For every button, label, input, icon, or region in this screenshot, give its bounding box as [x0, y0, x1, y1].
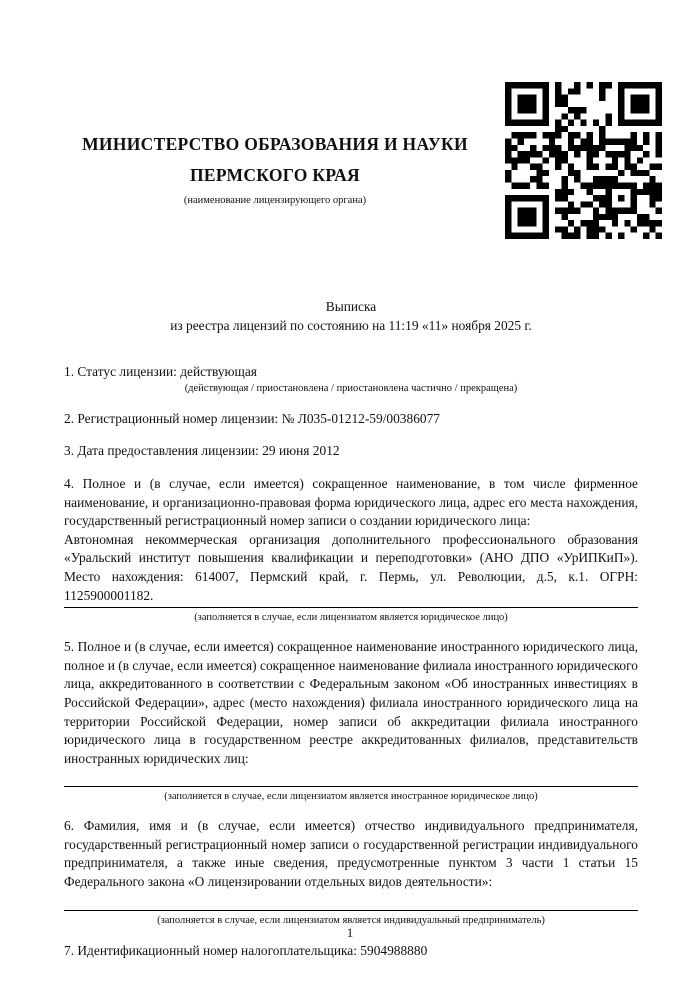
- entrepreneur-question: 6. Фамилия, имя и (в случае, если имеется) отчество индивидуального предпринимателя, государственный регистрационный номер записи о государственной регистрации индивидуального предпринимателя, а также иные сведения, предусмотренные пунктом 3 части 1 статьи 15 Федерального закона «О лицензировании отдельных видов деятельности»:: [64, 818, 638, 890]
- item-taxpayer-id: 7. Идентификационный номер налогоплательщика: 5904988880: [64, 942, 428, 958]
- field-underline: [64, 786, 638, 787]
- foreign-entity-blank-answer: [64, 768, 638, 784]
- legal-entity-note: (заполняется в случае, если лицензиатом является юридическое лицо): [194, 612, 508, 624]
- title-line2: из реестра лицензий по состоянию на 11:19 «11» ноября 2025 г.: [170, 317, 532, 333]
- entrepreneur-note: (заполняется в случае, если лицензиатом является индивидуальный предприниматель): [157, 914, 545, 926]
- foreign-entity-note: (заполняется в случае, если лицензиатом является иностранное юридическое лицо): [164, 791, 538, 803]
- legal-entity-answer: Автономная некоммерческая организация дополнительного профессионального образования «Уральский институт повышения квалификации и переподготовки» (АНО ДПО «УрИПКиП»). Место нахождения: 614007, Пермский край, г. Пермь, ул. Революции, д.5, к.1. ОГРН: 1125900001182.: [64, 531, 638, 603]
- field-underline: [64, 910, 638, 911]
- legal-entity-question: 4. Полное и (в случае, если имеется) сокращенное наименование, в том числе фирменное наименование, и организационно-правовая форма юридического лица, адрес его места нахождения, государственный регистрационный номер записи о создании юридического лица:: [64, 475, 638, 529]
- authority-caption: (наименование лицензирующего органа): [183, 195, 367, 206]
- item-registration-number: 2. Регистрационный номер лицензии: № Л035-01212-59/00386077: [64, 410, 440, 426]
- field-underline: [64, 607, 638, 608]
- authority-name-line1: МИНИСТЕРСТВО ОБРАЗОВАНИЯ И НАУКИ: [82, 134, 468, 154]
- document-body: [64, 298, 638, 960]
- item-foreign-entity: [64, 638, 638, 803]
- entrepreneur-blank-answer: [64, 892, 638, 908]
- item-legal-entity: [64, 475, 638, 624]
- license-status-note: (действующая / приостановлена / приостановлена частично / прекращена): [184, 382, 518, 394]
- authority-name-line2: ПЕРМСКОГО КРАЯ: [190, 165, 360, 185]
- qr-code-icon: [505, 82, 662, 239]
- license-status-text: 1. Статус лицензии: действующая: [64, 364, 257, 380]
- item-license-status: [64, 363, 638, 395]
- item-license-date: 3. Дата предоставления лицензии: 29 июня 2012: [64, 443, 340, 459]
- title-line1: Выписка: [325, 299, 377, 314]
- foreign-entity-question: 5. Полное и (в случае, если имеется) сокращенное наименование иностранного юридического лица, полное и (в случае, если имеется) сокращенное наименование филиала иностранного юридического лица, аккредитованного в соответствии с Федеральным законом «Об иностранных инвестициях в Российской Федерации», адрес (место нахождения) филиала иностранного юридического лица на территории Российской Федерации, номер записи об аккредитации филиала иностранного юридического лица в государственном реестре аккредитованных филиалов, представительств иностранных юридических лиц:: [64, 639, 638, 766]
- document-title: [64, 298, 638, 335]
- page-number: 1: [346, 925, 354, 940]
- item-individual-entrepreneur: [64, 817, 638, 926]
- licensing-authority-header: [60, 129, 490, 206]
